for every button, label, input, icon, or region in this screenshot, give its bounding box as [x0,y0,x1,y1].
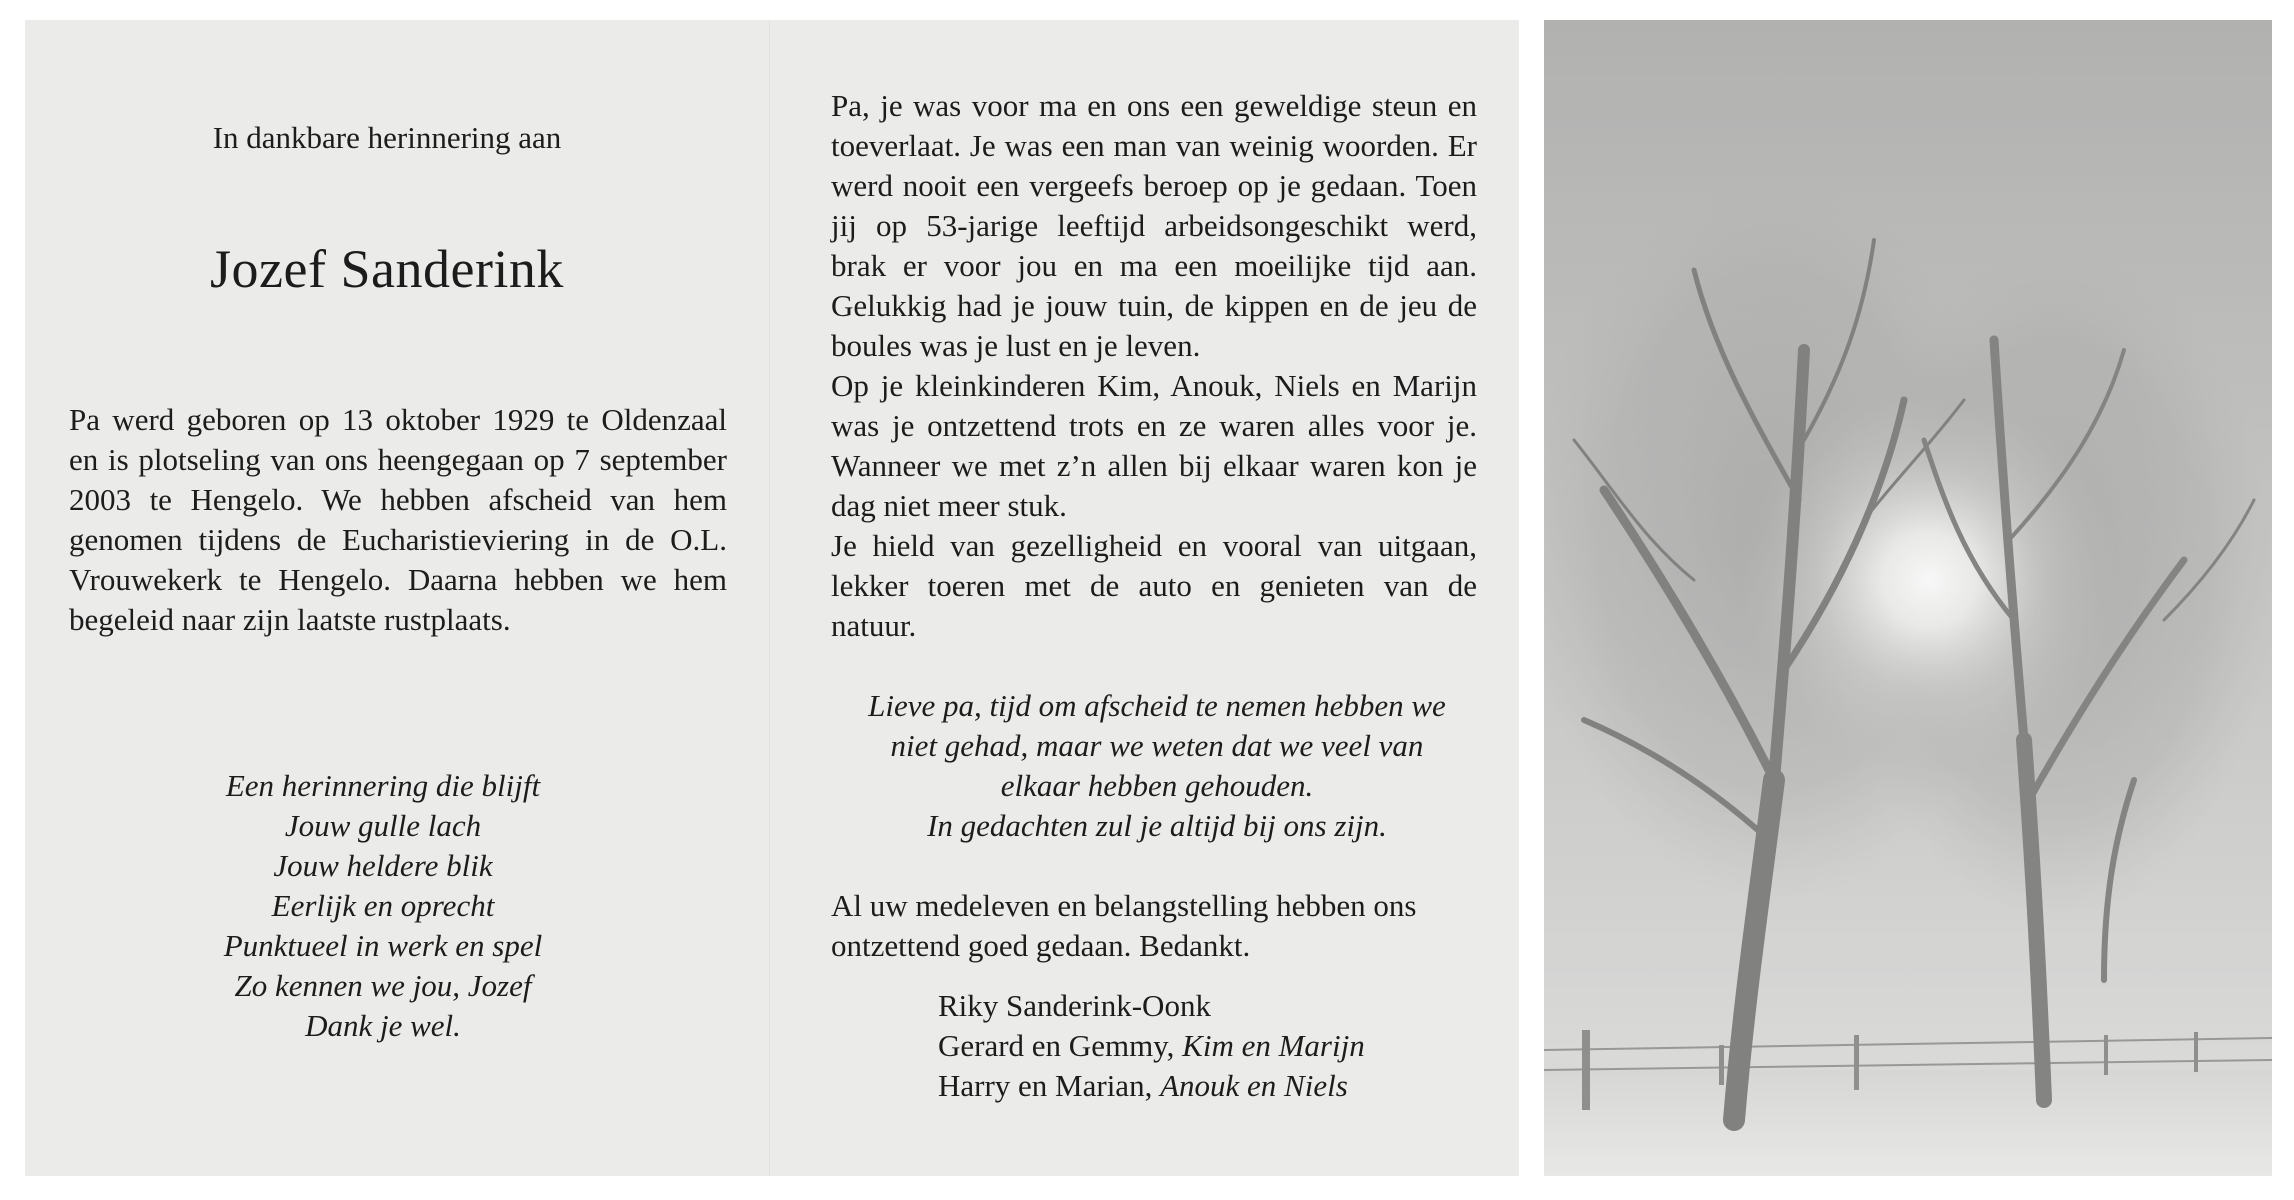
family-signatures [938,986,1365,1106]
tribute-paragraph: Pa, je was voor ma en ons een geweldige steun en toeverlaat. Je was een man van weinig woorden. Er werd nooit een vergeefs beroep op je gedaan. Toen jij op 53-jarige leeftijd arbeidsongeschikt werd, brak er voor jou en ma een moeilijke tijd aan. Gelukkig had je jouw tuin, de kippen en de jeu de boules was je lust en je leven. [831,88,1477,363]
left-panel [25,20,769,1176]
farewell-verse [783,686,1519,846]
tribute-paragraph: Je hield van gezelligheid en vooral van uitgaan, lekker toeren met de auto en genieten van de natuur. [831,528,1477,643]
family-names: Harry en Marian, [938,1068,1153,1103]
poem-line: Punktueel in werk en spel [223,928,543,963]
memorial-card [25,20,1519,1176]
poem-line: Jouw gulle lach [284,808,482,843]
farewell-line: niet gehad, maar we weten dat we veel van [890,728,1424,763]
family-line [938,1066,1365,1106]
fog-haze [1544,20,2272,1176]
family-names: Gerard en Gemmy, [938,1028,1175,1063]
photo-illustration [1544,20,2272,1176]
intro-line: In dankbare herinnering aan [212,120,562,155]
biography-text: Pa werd geboren op 13 oktober 1929 te Oldenzaal en is plotseling van ons heengegaan op 7 september 2003 te Hengelo. We hebben afscheid van hem genomen tijdens de Eucharistieviering in de O.L. Vrouwekerk te Hengelo. Daarna hebben we hem begeleid naar zijn laatste rustplaats. [69,402,727,637]
memorial-poem [25,766,755,1046]
grandchildren-names: Anouk en Niels [1160,1068,1348,1103]
family-line [938,1026,1365,1066]
family-line [938,986,1365,1026]
deceased-name: Jozef Sanderink [210,239,564,299]
farewell-line: Lieve pa, tijd om afscheid te nemen hebben we [868,688,1446,723]
poem-line: Eerlijk en oprecht [271,888,495,923]
poem-line: Zo kennen we jou, Jozef [234,968,532,1003]
farewell-line: elkaar hebben gehouden. [1000,768,1314,803]
family-names: Riky Sanderink-Oonk [938,988,1211,1023]
thanks-text: Al uw medeleven en belangstelling hebben ons ontzettend goed gedaan. Bedankt. [831,888,1417,963]
tribute-text [831,86,1477,646]
grandchildren-names: Kim en Marijn [1182,1028,1365,1063]
poem-line: Dank je wel. [305,1008,461,1043]
farewell-line: In gedachten zul je altijd bij ons zijn. [927,808,1387,843]
right-panel [771,20,1519,1176]
tribute-paragraph: Op je kleinkinderen Kim, Anouk, Niels en Marijn was je ontzettend trots en ze waren alles voor je. Wanneer we met z’n allen bij elkaar waren kon je dag niet meer stuk. [831,368,1477,523]
winter-trees-photo [1544,20,2272,1176]
poem-line: Jouw heldere blik [273,848,493,883]
poem-line: Een herinnering die blijft [225,768,541,803]
